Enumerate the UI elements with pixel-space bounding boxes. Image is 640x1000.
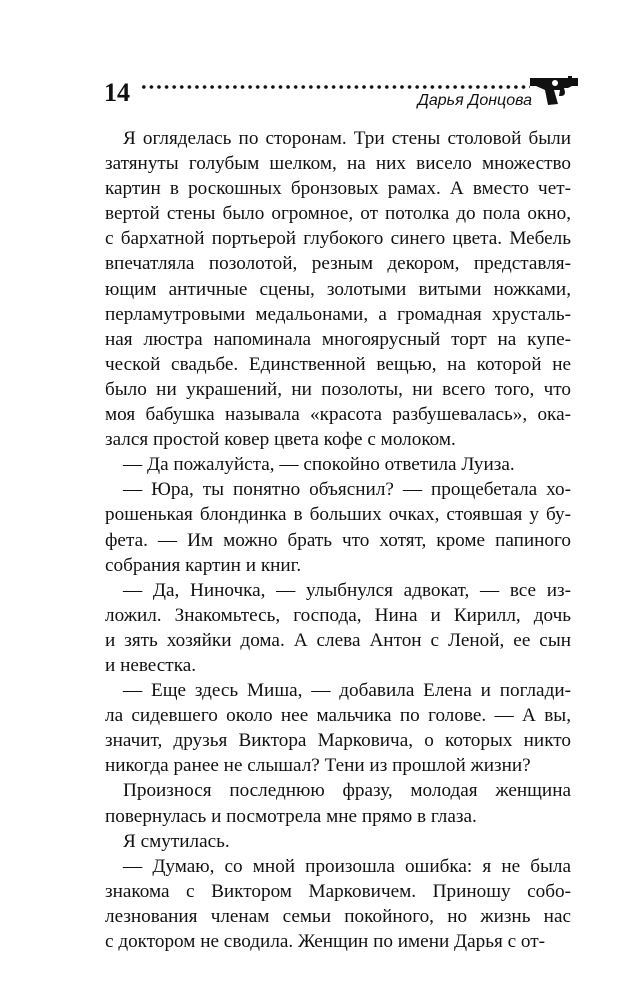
text-line: фета. — Им можно брать что хотят, кроме папиного (105, 529, 571, 551)
text-line: рошенькая блондинка в больших очках, стоявшая у бу- (105, 504, 571, 526)
author-name: Дарья Донцова (417, 92, 532, 109)
text-line: никогда ранее не слышал? Тени из прошлой жизни? (105, 755, 531, 777)
text-line: и невестка. (105, 654, 197, 676)
text-line: зался простой ковер цвета кофе с молоком. (105, 429, 456, 451)
text-line: знакома с Виктором Марковичем. Приношу собо- (105, 880, 571, 902)
paragraph (105, 578, 571, 678)
text-line: ла сидевшего около нее мальчика по голове. — А вы, (105, 705, 571, 727)
paragraph (105, 778, 571, 828)
text-line: собрания картин и книг. (105, 554, 302, 576)
text-line: было ни украшений, ни позолоты, ни всего того, что (105, 378, 571, 400)
text-line: — Да пожалуйста, — спокойно ответила Луиза. (123, 454, 515, 476)
text-line: затянуты голубым шелком, на них висело множество (105, 153, 571, 175)
text-line: впечатляла позолотой, резным декором, представля- (105, 253, 571, 275)
text-line: Произнося последнюю фразу, молодая женщина (123, 780, 571, 802)
text-line: повернулась и посмотрела мне прямо в глаза. (105, 805, 477, 827)
text-line: картин в роскошных бронзовых рамах. А вместо чет- (105, 178, 571, 200)
text-line: — Еще здесь Миша, — добавила Елена и поглади- (123, 680, 571, 702)
text-line: ная люстра напоминала многоярусный торт на купе- (105, 328, 571, 350)
text-line: Я огляделась по сторонам. Три стены столовой были (123, 128, 571, 149)
page-number: 14 (104, 78, 130, 107)
text-line: вертой стены было огромное, от потолка до пола окно, (105, 203, 571, 225)
text-line: ческой свадьбе. Единственной вещью, на которой не (105, 353, 571, 375)
dot-leader-divider (140, 84, 530, 90)
text-line: перламутровыми медальонами, а громадная хрусталь- (105, 303, 571, 325)
paragraph (105, 678, 571, 778)
paragraph (105, 452, 571, 477)
revolver-icon (528, 72, 584, 106)
text-line: лезнования членам семьи покойного, но жизнь нас (105, 905, 571, 927)
text-line: — Юра, ты понятно объяснил? — прощебетала хо- (123, 479, 571, 501)
text-line: с бархатной портьерой глубокого синего цвета. Мебель (105, 228, 571, 250)
paragraph (105, 829, 571, 854)
text-line: значит, друзья Виктора Марковича, о которых никто (105, 730, 571, 752)
text-line: с доктором не сводила. Женщин по имени Дарья с от- (105, 931, 546, 952)
text-line: — Да, Ниночка, — улыбнулся адвокат, — все из- (123, 579, 571, 601)
text-line: Я смутилась. (123, 830, 230, 852)
text-line: моя бабушка называла «красота разбушевалась», ока- (105, 404, 571, 426)
book-text (105, 126, 571, 954)
text-line: ющим античные сцены, золотыми витыми ножками, (105, 278, 571, 300)
text-line: — Думаю, со мной произошла ошибка: я не была (123, 855, 571, 877)
paragraph (105, 854, 571, 954)
paragraph (105, 126, 571, 452)
text-line: и зять хозяйки дома. А слева Антон с Леной, ее сын (105, 629, 571, 651)
text-line: ложил. Знакомьтесь, господа, Нина и Кирилл, дочь (105, 604, 571, 626)
paragraph (105, 477, 571, 577)
